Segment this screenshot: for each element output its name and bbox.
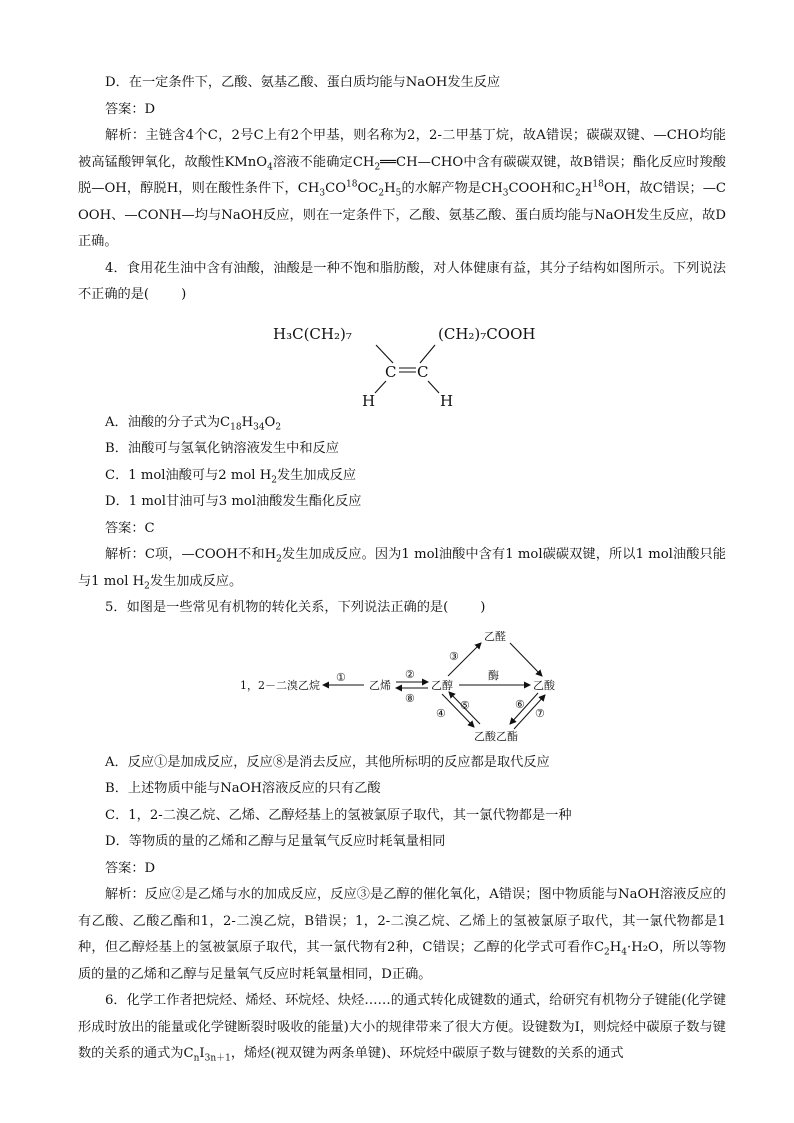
bond-right-up (420, 345, 435, 363)
q5-option-a: A．反应①是加成反应，反应⑧是消去反应，其他所标明的反应都是取代反应 (105, 754, 550, 770)
q4-option-d: D．1 mol甘油可与3 mol油酸发生酯化反应 (105, 494, 362, 509)
arrow-aldehyde-to-acid (510, 643, 542, 676)
label-reaction-8: ⑧ (405, 691, 415, 705)
q4-option-c: C．1 mol油酸可与2 mol $H_2$发生加成反应 (105, 467, 357, 486)
node-ethyl-acetate: 乙酸乙酯 (474, 729, 518, 743)
q4-option-b: B．油酸可与氢氧化钠溶液发生中和反应 (105, 441, 339, 456)
oleic-acid-structure (78, 313, 726, 408)
node-ethanol: 乙醇 (431, 678, 453, 692)
q5-stem: 5．如图是一些常见有机物的转化关系，下列说法正确的是( ) (105, 600, 486, 615)
q5-option-d: D．等物质的量的乙烯和乙醇与足量氧气反应时耗氧量相同 (105, 834, 446, 849)
q5-analysis: 解析：反应②是乙烯与水的加成反应，反应③是乙醇的催化氧化，A错误；图中物质能与NaOH溶液反应的有乙酸、乙酸乙酯和1，2-二溴乙烷，B错误；1，2-二溴乙烷、乙烯上的氢被氯原子取代，其一氯代物都是1种，但乙醇烃基上的氢被氯原子取代，其一氯代物有2种，C错误；乙醇的化学式可看作$C_2H_4\cdot H_2O$，所以等物质的量的乙烯和乙醇与足量氧气反应时耗氧量相同，D正确。 (78, 887, 726, 982)
q3-answer: 答案：D (105, 101, 156, 117)
label-reaction-1: ① (336, 670, 346, 684)
formula-hydrogen-right: H (440, 391, 454, 408)
formula-hydrogen-left: H (362, 391, 376, 408)
label-reaction-7: ⑦ (535, 706, 545, 720)
node-ethylene: 乙烯 (369, 678, 391, 692)
q6-stem: 6．化学工作者把烷烃、烯烃、环烷烃、炔烃……的通式转化成键数的通式，给研究有机物分子键能(化学键形成时放出的能量或化学键断裂时吸收的能量)大小的规律带来了很大方便。设键数为I，则烷烃中碳原子数与键数的关系的通式为$C_nI_{3n+1}$，烯烃(视双键为两条单键)、环烷烃中碳原子数与键数的关系的通式 (78, 993, 726, 1064)
q4-stem: 4．食用花生油中含有油酸，油酸是一种不饱和脂肪酸，对人体健康有益，其分子结构如图所示。下列说法不正确的是( ) (78, 260, 726, 302)
bond-left-up (376, 345, 393, 363)
q3-analysis: 解析：主链含4个C，2号C上有2个甲基，则名称为2，2-二甲基丁烷，故A错误；碳碳双键、—CHO均能被高锰酸钾氧化，故酸性KMnO$_4$溶液不能确定$CH_2══CH—CHO$中含有碳碳双键，故B错误；酯化反应时羧酸脱—OH，醇脱H，则在酸性条件下，$CH_3CO^{18}OC_2H_5$的水解产物是$CH_3COOH$和$C_2H^{18}OH$，故C错误；—COOH、—CONH—均与NaOH反应，则在一定条件下，乙酸、氨基乙酸、蛋白质均能与NaOH发生反应，故D正确。 (78, 128, 727, 249)
formula-carbon-left: C (385, 362, 397, 381)
q4-answer: 答案：C (105, 520, 155, 536)
label-reaction-6: ⑥ (515, 697, 525, 711)
node-acetaldehyde: 乙醛 (484, 629, 506, 643)
conversion-diagram (78, 626, 726, 744)
label-reaction-5: ⑤ (460, 698, 470, 712)
label-reaction-2: ② (405, 667, 415, 681)
formula-carbon-right: C (417, 362, 429, 381)
oleic-acid-formula (78, 313, 726, 408)
node-acetic-acid: 乙酸 (533, 678, 555, 692)
node-dibromoethane: 1，2－二溴乙烷 (240, 678, 320, 692)
q5-option-b: B．上述物质中能与NaOH溶液反应的只有乙酸 (105, 781, 381, 796)
label-reaction-3: ③ (449, 649, 459, 663)
document-page (78, 70, 726, 1068)
label-enzyme: 酶 (488, 668, 499, 682)
q4-analysis: 解析：C项，—COOH不和$H_2$发生加成反应。因为1 mol油酸中含有1 mol碳碳双键，所以1 mol油酸只能与1 mol $H_2$发生加成反应。 (78, 547, 726, 592)
conversion-scheme (78, 626, 726, 744)
bond-right-down (428, 381, 439, 393)
formula-left-group: H₃C(CH₂)₇ (273, 324, 352, 343)
label-reaction-4: ④ (436, 706, 446, 720)
q4-option-a: A．油酸的分子式为$C_{18}H_{34}O_2$ (105, 414, 282, 433)
bond-left-down (375, 381, 386, 393)
q3-option-d: D．在一定条件下，乙酸、氨基乙酸、蛋白质均能与NaOH发生反应 (105, 75, 501, 90)
q5-option-c: C．1，2-二溴乙烷、乙烯、乙醇烃基上的氢被氯原子取代，其一氯代物都是一种 (105, 807, 572, 823)
q5-answer: 答案：D (105, 860, 156, 876)
formula-right-group: (CH₂)₇COOH (438, 324, 536, 343)
